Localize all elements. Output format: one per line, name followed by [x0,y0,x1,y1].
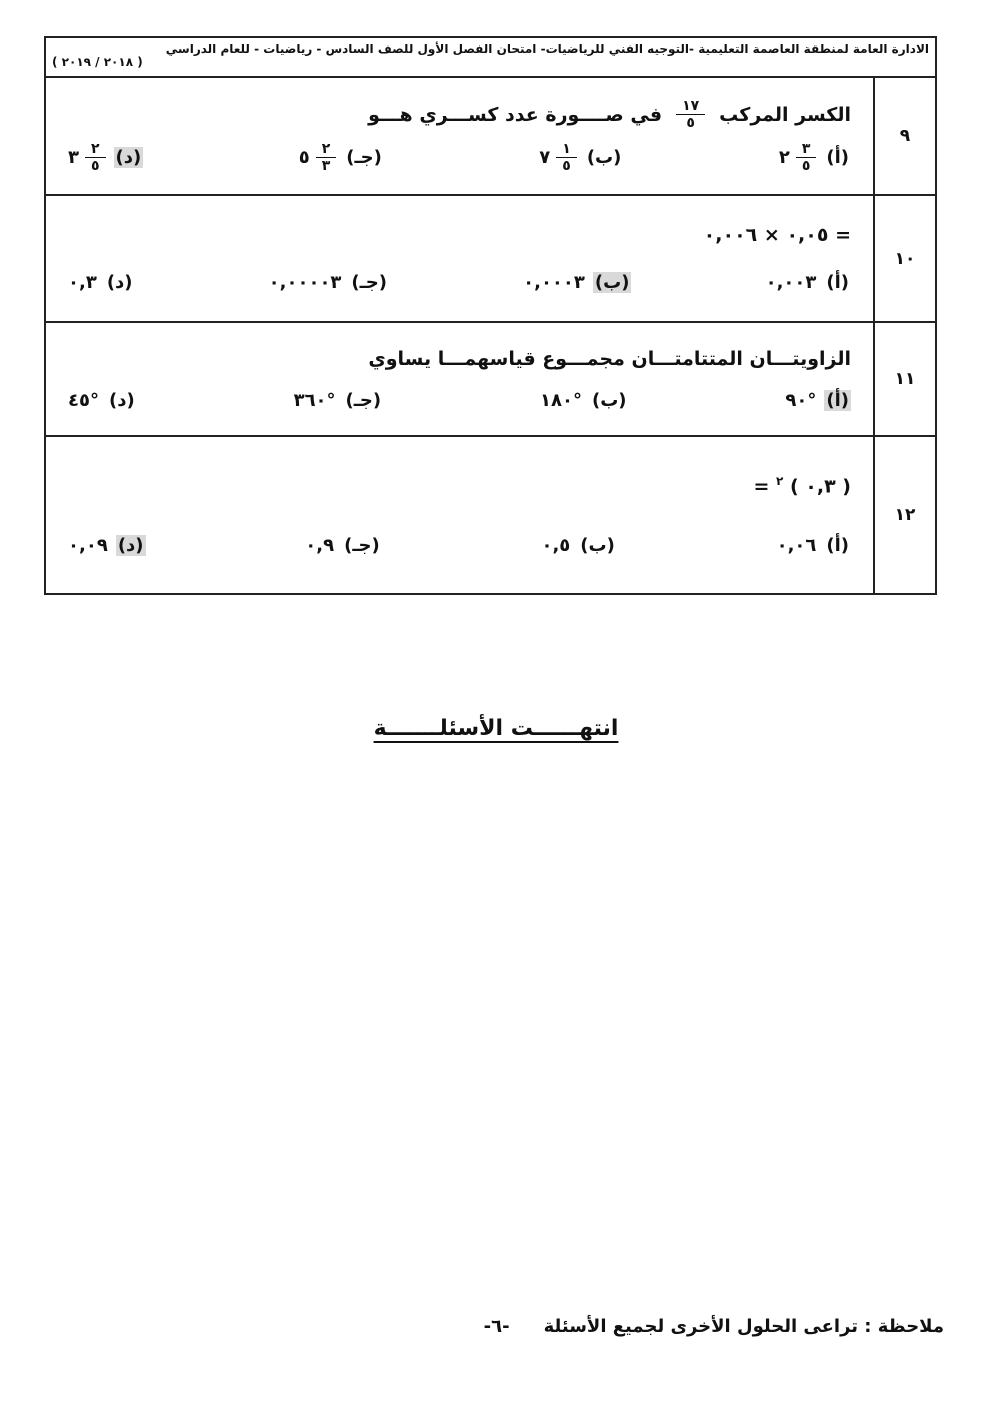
question-body [45,436,874,594]
option-b[interactable] [539,141,623,174]
mixed-number [779,141,817,174]
option-letter-highlighted: (أ) [826,389,849,411]
fraction-denominator: ٥ [91,158,100,174]
option-value: ٣٦٠° [293,389,336,411]
option-c[interactable] [305,535,381,556]
option-letter-highlighted: (د) [117,535,144,557]
question-number: ١٠ [874,195,936,322]
question-body [45,322,874,436]
fraction-numerator: ٣ [796,141,817,158]
option-a[interactable] [779,141,851,174]
option-value: ٠,٥ [541,535,571,557]
option-letter: (ب) [591,389,627,411]
option-value: ٠,٩ [305,535,335,557]
option-b[interactable] [541,535,616,556]
option-d[interactable] [68,141,143,174]
option-letter-highlighted: (د) [115,147,142,168]
mixed-number [68,141,106,174]
question-row [45,77,936,195]
whole-part: ٥ [298,147,310,168]
option-value: ٩٠° [785,389,817,411]
option-a[interactable] [777,535,851,556]
option-a[interactable] [785,390,851,411]
question-body [45,195,874,322]
footer-note: ملاحظة : تراعى الحلول الأخرى لجميع الأسئلة [543,1316,944,1337]
fraction-numerator: ٢ [316,141,337,158]
option-letter: (جـ) [345,389,382,411]
option-letter: (أ) [826,147,849,168]
questions-table [44,76,937,595]
whole-part: ٧ [539,147,551,168]
whole-part: ٢ [778,147,790,168]
fraction-numerator: ٢ [85,141,106,158]
fraction-denominator: ٥ [562,158,571,174]
end-of-questions-title [0,716,992,741]
mixed-number [539,141,577,174]
option-letter: (جـ) [351,272,387,293]
option-b[interactable] [540,390,629,411]
option-c[interactable] [299,141,384,174]
fraction-denominator: ٣ [321,158,331,174]
option-d[interactable] [68,390,137,411]
fraction-denominator: ٥ [801,158,811,174]
option-letter: (أ) [826,535,849,557]
stem-base: ( ٠,٣ ) [789,475,851,498]
option-value: ٠,٠٦ [776,535,817,557]
question-row [45,322,936,436]
question-row [45,436,936,594]
header-year: ( ٢٠١٨ / ٢٠١٩ ) [52,55,143,69]
page-number: -٦- [483,1316,510,1337]
question-stem-before: الكسر المركب [719,103,851,126]
question-number: ١٢ [874,436,936,594]
option-letter: (جـ) [344,535,380,557]
option-value: ٠,٣ [68,272,97,293]
option-d[interactable] [68,272,135,293]
stem-equals: = [753,475,770,498]
option-value: ٠,٠٠٠٣ [523,272,585,293]
fraction-denominator: ٥ [686,115,695,131]
option-c[interactable] [269,272,389,293]
option-value: ١٨٠° [540,389,582,411]
stem-fraction [676,98,705,131]
question-number: ٩ [874,77,936,195]
option-letter: (د) [109,389,135,411]
option-letter: (جـ) [346,147,382,168]
question-number: ١١ [874,322,936,436]
whole-part: ٣ [68,147,79,168]
question-stem: ٠,٠٥ × ٠,٠٠٦ = [703,224,851,246]
option-d[interactable] [68,535,146,556]
stem-exponent: ٢ [776,473,784,488]
option-letter: (ب) [580,535,615,557]
question-row [45,195,936,322]
page-footer [484,1316,944,1337]
option-letter: (أ) [826,272,849,293]
option-value: ٠,٠٩ [68,535,108,557]
option-value: ٠,٠٠٣ [765,272,817,293]
fraction-numerator: ١٧ [676,98,705,115]
option-value: ٠,٠٠٠٠٣ [268,272,342,293]
mixed-number [299,141,337,174]
option-a[interactable] [766,272,851,293]
question-stem-after: في صــــورة عدد كســـري هـــو [368,103,663,126]
fraction-numerator: ١ [556,141,577,158]
end-title-text: انتهــــــت الأسئلـــــــة [373,716,619,741]
header-line1: الادارة العامة لمنطقة العاصمة التعليمية -التوجيه الفني للرياضيات- امتحان الفصل الأول للصف السادس - رياضيات - للعام الدراسي [165,42,929,56]
option-letter: (د) [106,272,133,293]
option-letter-highlighted: (ب) [594,272,630,293]
option-c[interactable] [294,390,384,411]
option-b[interactable] [523,272,631,293]
exam-header [44,36,937,76]
option-letter: (ب) [586,147,622,168]
option-value: ٤٥° [68,389,99,411]
question-stem: الزاويتـــان المتتامتـــان مجمـــوع قياسهمـــا يساوي [368,347,851,370]
question-body [45,77,874,195]
